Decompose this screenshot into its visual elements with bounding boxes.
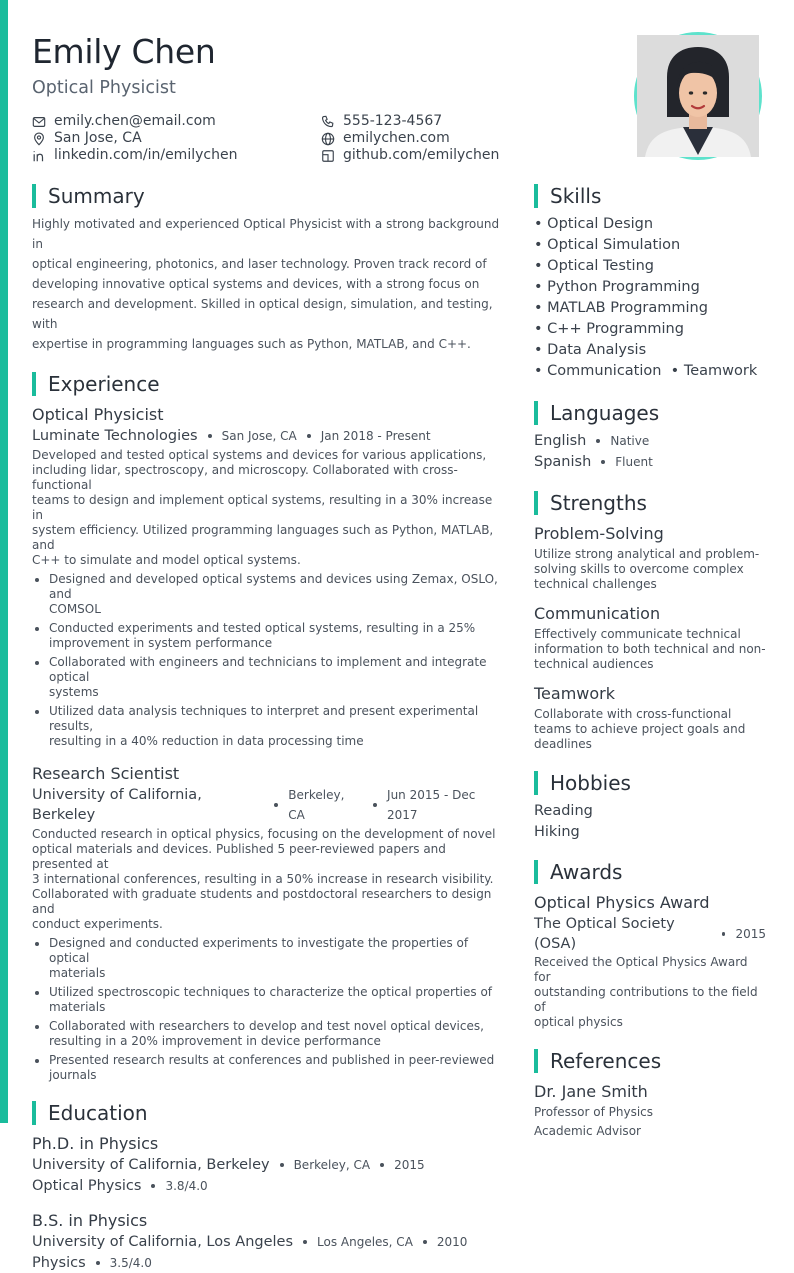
profile-photo — [634, 32, 762, 160]
job-location: San Jose, CA — [221, 429, 297, 443]
strength-item: Communication Effectively communicate technical information to both technical and non- technical audiences — [534, 604, 766, 671]
bullet-item: Utilized spectroscopic techniques to characterize the optical properties of materials — [32, 985, 507, 1015]
summary-heading: Summary — [32, 184, 507, 208]
job-meta — [32, 426, 507, 446]
awards-section — [534, 860, 766, 1030]
portrait-illustration — [637, 35, 759, 157]
languages-heading: Languages — [534, 401, 766, 425]
bullet-item: Utilized data analysis techniques to interpret and present experimental results, resulting in a 40% reduction in data processing time — [32, 704, 507, 749]
job-company: University of California, Berkeley — [32, 787, 202, 823]
job-entry — [32, 404, 507, 749]
skills-heading: Skills — [534, 184, 766, 208]
skill-item: • Data Analysis — [534, 342, 647, 358]
bullet-item: Collaborated with engineers and technicians to implement and integrate optical systems — [32, 655, 507, 700]
email-text: emily.chen@email.com — [54, 113, 216, 129]
heading-accent — [534, 771, 538, 795]
location-text: San Jose, CA — [54, 130, 142, 146]
skill-item: • Optical Design — [534, 216, 654, 232]
award-description: Received the Optical Physics Award for outstanding contributions to the field of optical physics — [534, 955, 758, 1029]
phone-text: 555-123-4567 — [343, 113, 443, 129]
location-contact — [32, 130, 321, 147]
field-of-study: Optical Physics — [32, 1178, 142, 1194]
reference-role: Professor of Physics — [534, 1105, 653, 1119]
skill-item: • Python Programming — [534, 279, 700, 295]
award-meta: The Optical Society (OSA) 2015 — [534, 916, 766, 952]
job-description: Developed and tested optical systems and devices for various applications, including lidar, spectroscopy, and microscopy. Collaborated with cross-functional teams to design and implement optical systems, resulting in a 30% increase in system efficiency. Utilized programming languages such as Python, MATLAB, and C++ to simulate and model optical systems. — [32, 448, 494, 567]
strength-item: Teamwork Collaborate with cross-functional teams to achieve project goals and deadlines — [534, 684, 746, 751]
strength-item: Problem-Solving Utilize strong analytical and problem- solving skills to overcome complex technical challenges — [534, 524, 760, 591]
reference-relation: Academic Advisor — [534, 1124, 641, 1138]
hobbies-list — [534, 801, 766, 843]
separator-dot — [722, 932, 726, 936]
school-name: University of California, Berkeley — [32, 1157, 270, 1173]
school-name: University of California, Los Angeles — [32, 1234, 294, 1250]
job-entry — [32, 763, 507, 1083]
awards-heading: Awards — [534, 860, 766, 884]
school-location: Los Angeles, CA — [317, 1235, 413, 1249]
skill-item: • Optical Testing — [534, 258, 654, 274]
separator-dot — [280, 1163, 284, 1167]
hobby-item: Reading — [534, 803, 593, 819]
education-section — [32, 1101, 507, 1273]
globe-icon — [321, 132, 335, 146]
website-contact[interactable] — [321, 130, 601, 147]
summary-text: Highly motivated and experienced Optical Physicist with a strong background in optical engineering, photonics, and laser technology. Proven track record of developing innovative optical systems and devices, with a strong focus on research and development. Skilled in optical design, simulation, and testing, with expertise in programming languages such as Python, MATLAB, and C++. — [32, 217, 500, 351]
references-section — [534, 1049, 766, 1139]
gpa: 3.8/4.0 — [165, 1179, 208, 1193]
language-item: Spanish Fluent — [534, 454, 653, 470]
job-meta — [32, 785, 507, 825]
education-entry — [32, 1210, 507, 1273]
separator-dot — [274, 803, 278, 807]
heading-accent — [534, 860, 538, 884]
heading-accent — [534, 1049, 538, 1073]
job-dates: Jun 2015 - Dec 2017 — [387, 788, 476, 822]
job-title: Optical Physicist — [32, 405, 164, 424]
main-column — [32, 184, 507, 1273]
skill-item: • C++ Programming — [534, 321, 684, 337]
separator-dot — [96, 1261, 100, 1265]
separator-dot — [596, 439, 600, 443]
graduation-year: 2015 — [394, 1158, 425, 1172]
job-description: Conducted research in optical physics, focusing on the development of novel optical materials and devices. Published 5 peer-reviewed papers and presented at 3 international conferences, resulting in a 50% increase in research visibility. Collaborated with graduate students and postdoctoral researchers to design and conduct experiments. — [32, 827, 496, 931]
job-company: Luminate Technologies — [32, 428, 198, 444]
separator-dot — [380, 1163, 384, 1167]
education-entry — [32, 1133, 507, 1196]
skill-item: • Optical Simulation — [534, 237, 681, 253]
languages-list — [534, 431, 766, 472]
website-text: emilychen.com — [343, 130, 450, 146]
skills-section — [534, 184, 766, 382]
heading-accent — [534, 184, 538, 208]
candidate-title: Optical Physicist — [32, 78, 176, 98]
job-bullets — [32, 936, 507, 1083]
bullet-item: Collaborated with researchers to develop and test novel optical devices, resulting in a 20% improvement in device performance — [32, 1019, 507, 1049]
reference-name: Dr. Jane Smith — [534, 1082, 648, 1101]
location-pin-icon — [32, 132, 46, 146]
accent-bar — [0, 0, 8, 1123]
separator-dot — [151, 1184, 155, 1188]
skill-item: • Communication • Teamwork — [534, 363, 758, 379]
heading-accent — [534, 401, 538, 425]
skills-list — [534, 214, 766, 382]
reference-item — [534, 1081, 766, 1139]
school-location: Berkeley, CA — [293, 1158, 371, 1172]
job-location: Berkeley, CA — [288, 788, 345, 822]
side-column — [534, 184, 766, 1139]
phone-contact[interactable] — [321, 113, 601, 130]
summary-section — [32, 184, 507, 354]
heading-accent — [32, 1101, 36, 1125]
language-item: English Native — [534, 433, 650, 449]
hobby-item: Hiking — [534, 824, 580, 840]
heading-accent — [32, 184, 36, 208]
job-dates: Jan 2018 - Present — [320, 429, 431, 443]
bullet-item: Conducted experiments and tested optical systems, resulting in a 25% improvement in system performance — [32, 621, 507, 651]
education-heading: Education — [32, 1101, 507, 1125]
separator-dot — [423, 1240, 427, 1244]
field-of-study: Physics — [32, 1255, 86, 1271]
job-bullets — [32, 572, 507, 749]
job-title: Research Scientist — [32, 764, 180, 783]
hobbies-heading: Hobbies — [534, 771, 766, 795]
separator-dot — [208, 434, 212, 438]
separator-dot — [373, 803, 377, 807]
github-text: github.com/emilychen — [343, 147, 500, 163]
references-heading: References — [534, 1049, 766, 1073]
separator-dot — [601, 460, 605, 464]
experience-section — [32, 372, 507, 1083]
candidate-name: Emily Chen — [32, 32, 216, 71]
education-meta — [32, 1155, 507, 1175]
github-icon — [321, 149, 335, 163]
linkedin-icon — [32, 149, 46, 163]
bullet-item: Presented research results at conferences and published in peer-reviewed journals — [32, 1053, 507, 1083]
education-field — [32, 1253, 507, 1273]
languages-section — [534, 401, 766, 472]
phone-icon — [321, 115, 335, 129]
separator-dot — [307, 434, 311, 438]
contact-info — [32, 113, 612, 164]
degree-title: B.S. in Physics — [32, 1211, 148, 1230]
linkedin-text: linkedin.com/in/emilychen — [54, 147, 238, 163]
bullet-item: Designed and developed optical systems and devices using Zemax, OSLO, and COMSOL — [32, 572, 507, 617]
award-item — [534, 892, 766, 1030]
github-contact[interactable] — [321, 147, 601, 164]
skill-item: • MATLAB Programming — [534, 300, 708, 316]
heading-accent — [534, 491, 538, 515]
graduation-year: 2010 — [436, 1235, 468, 1249]
mail-icon — [32, 115, 46, 129]
strengths-heading: Strengths — [534, 491, 766, 515]
education-meta — [32, 1232, 507, 1252]
heading-accent — [32, 372, 36, 396]
degree-title: Ph.D. in Physics — [32, 1134, 159, 1153]
hobbies-section — [534, 771, 766, 843]
linkedin-contact[interactable] — [32, 147, 321, 164]
resume-header — [32, 30, 612, 164]
bullet-item: Designed and conducted experiments to investigate the properties of optical materials — [32, 936, 507, 981]
gpa: 3.5/4.0 — [109, 1256, 152, 1270]
experience-heading: Experience — [32, 372, 507, 396]
separator-dot — [303, 1240, 307, 1244]
education-field — [32, 1176, 507, 1196]
award-title: Optical Physics Award — [534, 893, 710, 912]
email-contact[interactable] — [32, 113, 321, 130]
strengths-section — [534, 491, 766, 752]
